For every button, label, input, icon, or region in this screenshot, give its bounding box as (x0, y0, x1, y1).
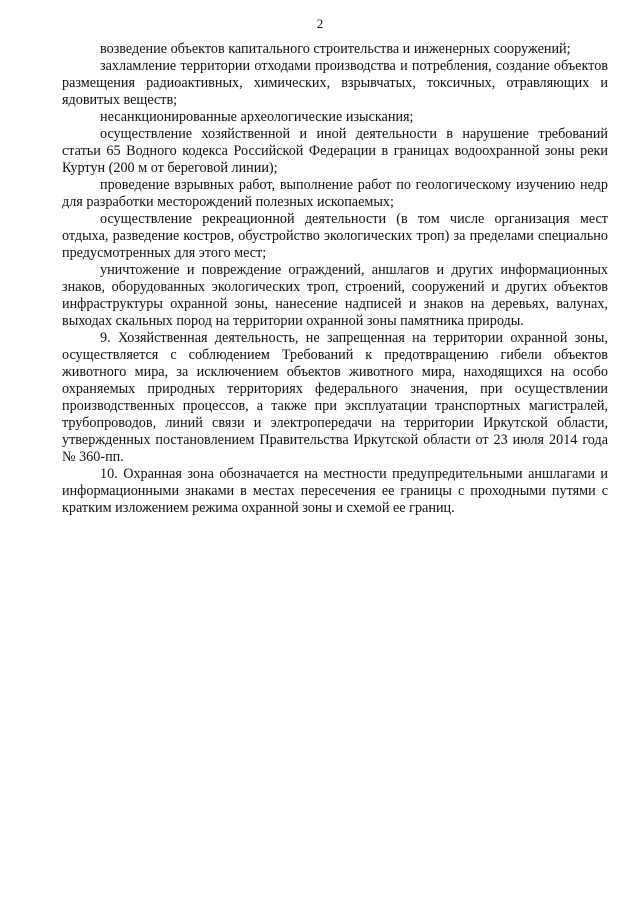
document-body (62, 41, 608, 517)
prohibition-blasting: проведение взрывных работ, выполнение работ по геологическому изучению недр для разработки месторождений полезных ископаемых; (62, 177, 608, 210)
prohibition-construction: возведение объектов капитального строительства и инженерных сооружений; (100, 41, 571, 57)
prohibition-archaeology: несанкционированные археологические изыскания; (100, 109, 414, 125)
prohibition-water-code: осуществление хозяйственной и иной деятельности в нарушение требований статьи 65 Водного кодекса Российской Федерации в границах водоохранной зоны реки Куртун (200 м от береговой линии); (62, 126, 608, 176)
prohibition-destruction: уничтожение и повреждение ограждений, аншлагов и других информационных знаков, оборудованных экологических троп, строений, сооружений и других объектов инфраструктуры охранной зоны, нанесение надписей и знаков на деревьях, валунах, выходах скальных пород на территории охранной зоны памятника природы. (62, 262, 608, 329)
clause-10-zone-marking: 10. Охранная зона обозначается на местности предупредительными аншлагами и информационными знаками в местах пересечения ее границы с проходными путями с кратким изложением режима охранной зоны и схемой ее границ. (62, 466, 608, 516)
prohibition-waste: захламление территории отходами производства и потребления, создание объектов размещения радиоактивных, химических, взрывчатых, токсичных, отравляющих и ядовитых веществ; (62, 58, 608, 108)
clause-9-economic-activity: 9. Хозяйственная деятельность, не запрещенная на территории охранной зоны, осуществляется с соблюдением Требований к предотвращению гибели объектов животного мира, за исключением объектов животного мира, находящихся на особо охраняемых природных территориях федерального значения, при осуществлении производственных процессов, а также при эксплуатации транспортных магистралей, трубопроводов, линий связи и электропередачи на территории Иркутской области, утвержденных постановлением Правительства Иркутской области от 23 июля 2014 года № 360-пп. (62, 330, 608, 465)
page-number: 2 (316, 16, 324, 31)
prohibition-recreation: осуществление рекреационной деятельности (в том числе организация мест отдыха, разведение костров, обустройство экологических троп) за пределами специально предусмотренных для этого мест; (62, 211, 608, 261)
